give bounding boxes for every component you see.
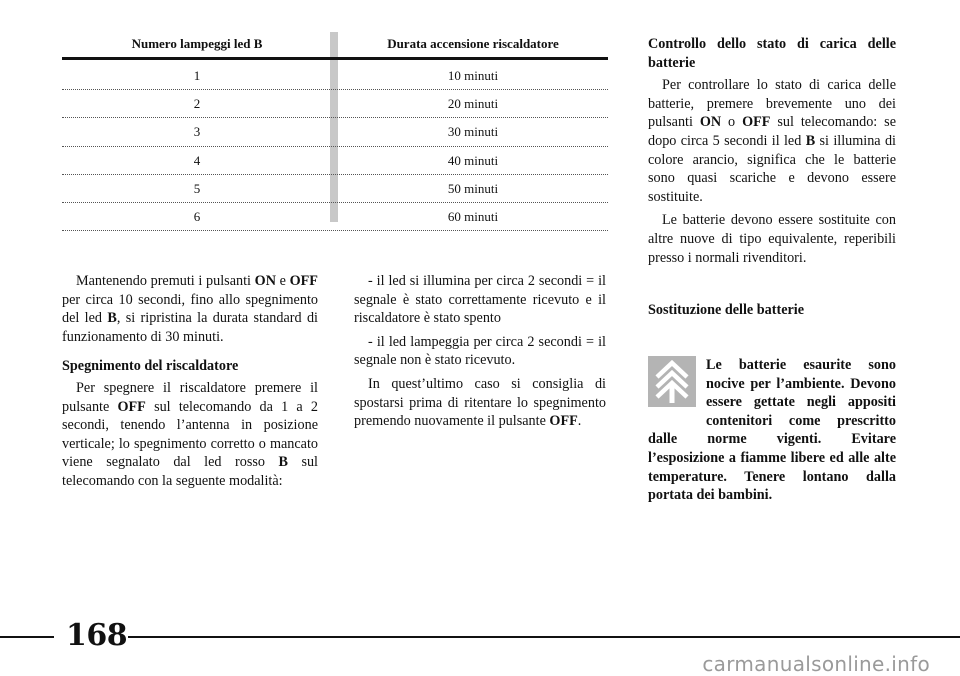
table-row [62,118,608,146]
paragraph-led-blink: - il led lampeggia per circa 2 secondi = il segnale non è stato ricevuto. [354,333,606,369]
off-button-ref: OFF [117,398,146,415]
paragraph-battery-replace: Le batterie devono essere sostituite con altre nuove di tipo equivalente, reperibili presso i normali rivenditori. [648,212,896,266]
led-duration-table [62,32,608,224]
text-run: , si ripristina la durata standard di funzionamento di 30 minuti. [62,310,318,345]
table-cell-blinks: 1 [193,68,201,83]
text-column-right [648,35,896,320]
table-cell-duration: 30 minuti [447,124,499,140]
section-heading-battery-replacement: Sostituzione delle batterie [648,302,805,319]
table-row [62,203,608,231]
table-cell-duration: 20 minuti [447,96,499,112]
icon-spacer [648,356,706,412]
table-cell-duration: 50 minuti [447,180,499,196]
on-button-ref: ON [699,114,722,131]
table-cell-blinks: 3 [193,124,201,140]
off-button-ref: OFF [742,114,771,131]
table-cell-duration: 60 minuti [447,208,499,224]
text-column-left [62,272,318,491]
table-cell-blinks: 4 [193,152,201,168]
table-row [62,175,608,203]
table-cell-duration: 40 minuti [447,152,499,168]
text-run: . [577,413,582,430]
paragraph-switch-off [62,379,318,491]
table-header [62,32,608,58]
on-button-ref: ON [254,273,276,289]
table-cell-duration: 10 minuti [447,68,499,83]
warning-text: Le batterie esaurite sono nocive per l’ambiente. Devono essere gettate negli appositi contenitori come prescritto dalle norme vigenti. Evitare l’esposizione a fiamme libere ed alle alte temperature. Tenere lontano dalla portata dei bambini. [648,357,896,504]
paragraph-reset-duration [62,272,318,346]
text-run: In quest’ultimo caso si consiglia di spostarsi prima di ritentare lo spegnimento premendo nuovamente il pulsante [354,375,606,430]
led-ref: B [805,132,816,149]
led-ref: B [107,310,117,327]
table-cell-blinks: 2 [193,96,201,112]
text-run: sul telecomando con la seguente modalità: [62,454,319,489]
footer-rule-right [128,636,960,638]
text-run: sul telecomando: se dopo circa 5 secondi il led [648,114,896,149]
paragraph-retry [354,375,606,431]
text-run: sul telecomando da 1 a 2 secondi, tenendo l’antenna in posizione verticale; lo spegnimento corretto o mancato viene segnalato dal led rosso [62,398,318,471]
table-row [62,147,608,175]
table-header-rule [62,57,608,60]
section-heading-switch-off: Spegnimento del riscaldatore [62,358,239,375]
off-button-ref: OFF [289,273,318,289]
text-run: Mantenendo premuti i pulsanti [76,273,255,289]
table-header-blinks: Numero lampeggi led B [131,36,263,51]
paragraph-battery-check [648,76,896,206]
table-body [62,62,608,231]
table-header-duration: Durata accensione riscaldatore [387,36,559,51]
text-run: o [721,114,743,131]
text-run: Per controllare lo stato di carica delle batterie, premere brevemente uno dei pulsanti [648,77,896,131]
table-cell-blinks: 5 [193,180,201,196]
table-row [62,90,608,118]
text-column-middle [354,272,606,431]
environment-warning-text [648,356,896,505]
footer-rule-left [0,636,54,638]
watermark: carmanualsonline.info [702,652,930,676]
text-run: si illumina di colore arancio, significa che le batterie sono quasi scariche e devono essere sostituite. [648,132,896,205]
text-run: per circa 10 secondi, fino allo spegnimento del led [62,291,318,327]
table-cell-blinks: 6 [193,208,201,224]
text-run: Per spegnere il riscaldatore premere il pulsante [62,379,318,415]
page-number: 168 [66,618,128,653]
paragraph-led-on: - il led si illumina per circa 2 secondi = il segnale è stato correttamente ricevuto e il riscaldatore è stato spento [354,273,606,327]
text-run: e [275,273,290,289]
off-button-ref: OFF [549,413,578,430]
led-ref: B [278,454,288,471]
table-row [62,62,608,90]
section-heading-battery-check: Controllo dello stato di carica delle batterie [648,36,896,71]
